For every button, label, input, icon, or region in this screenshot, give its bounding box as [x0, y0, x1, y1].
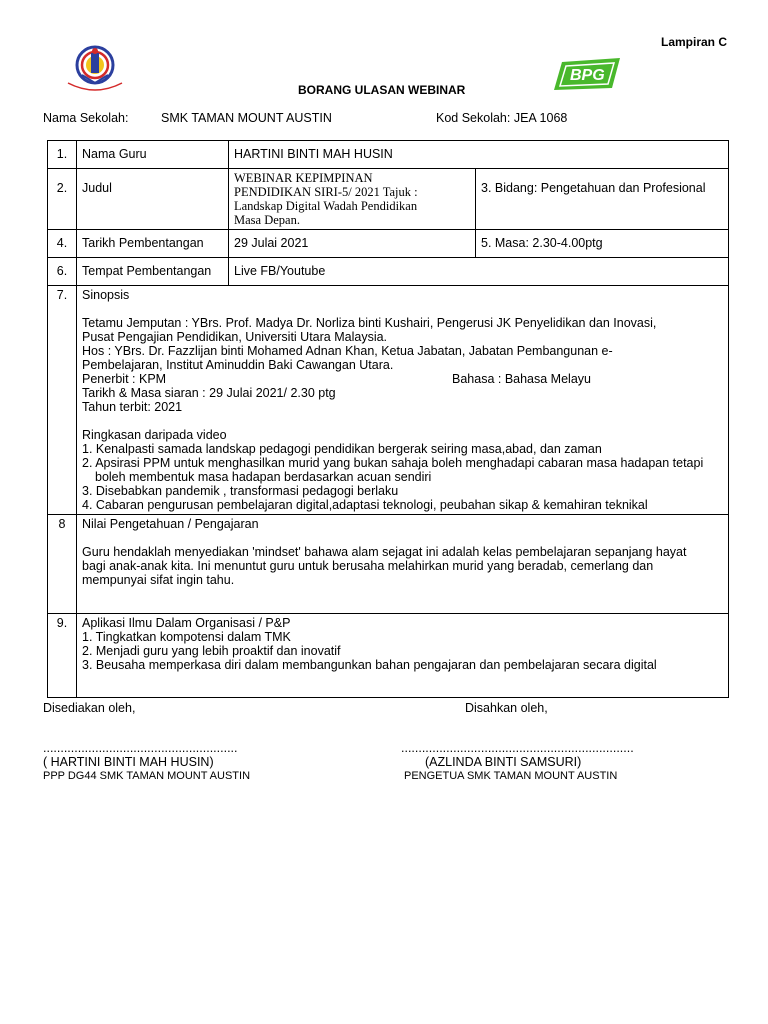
row-label: Judul: [77, 169, 229, 230]
bidang-value: 3. Bidang: Pengetahuan dan Profesional: [476, 169, 729, 230]
row-nilai: [48, 515, 729, 614]
row-number: 4.: [48, 230, 77, 258]
form-title: BORANG ULASAN WEBINAR: [298, 83, 466, 97]
disahkan-label: Disahkan oleh,: [465, 701, 548, 715]
sinopsis-cell: [77, 286, 729, 515]
school-code: [436, 111, 567, 125]
bahasa-text: Bahasa : Bahasa Melayu: [452, 372, 591, 386]
kpm-logo: [64, 45, 126, 93]
tetamu-line: Pusat Pengajian Pendidikan, Universiti Utara Malaysia.: [82, 330, 388, 344]
row-number: 6.: [48, 258, 77, 286]
penerbit-bahasa-line: [82, 372, 723, 386]
row-label: Tarikh Pembentangan: [77, 230, 229, 258]
school-code-value: JEA 1068: [513, 111, 568, 125]
tetamu-line: Tetamu Jemputan : YBrs. Prof. Madya Dr. Norliza binti Kushairi, Pengerusi JK Penyelidikan dan Inovasi,: [82, 316, 657, 330]
disediakan-label: Disediakan oleh,: [43, 701, 136, 715]
nilai-cell: [77, 515, 729, 614]
aplikasi-point: 2. Menjadi guru yang lebih proaktif dan inovatif: [82, 644, 341, 658]
row-number: 7.: [48, 286, 77, 515]
hos-line: Hos : YBrs. Dr. Fazzlijan binti Mohamed Adnan Khan, Ketua Jabatan, Jabatan Pembangunan e-: [82, 344, 613, 358]
signature-line-left: ........................................................: [43, 741, 238, 755]
signature-line-right: ...................................................................: [401, 741, 634, 755]
tempat-value: Live FB/Youtube: [229, 258, 729, 286]
signatory-name-left: ( HARTINI BINTI MAH HUSIN): [43, 755, 214, 769]
ringkasan-point: 1. Kenalpasti samada landskap pedagogi pendidikan bergerak seiring masa,abad, dan zaman: [82, 442, 602, 456]
aplikasi-cell: [77, 614, 729, 698]
row-judul: [48, 169, 729, 230]
nilai-label: Nilai Pengetahuan / Pengajaran: [82, 517, 259, 531]
nilai-line: Guru hendaklah menyediakan 'mindset' bahawa alam sejagat ini adalah kelas pembelajaran sepanjang hayat: [82, 545, 687, 559]
row-number: 2.: [48, 169, 77, 230]
review-form-table: [47, 140, 729, 698]
bpg-logo-text: BPG: [570, 67, 605, 84]
judul-line: Masa Depan.: [234, 213, 300, 227]
row-label: Nama Guru: [77, 141, 229, 169]
row-number: 9.: [48, 614, 77, 698]
aplikasi-point: 1. Tingkatkan kompotensi dalam TMK: [82, 630, 291, 644]
row-label: Tempat Pembentangan: [77, 258, 229, 286]
row-sinopsis: [48, 286, 729, 515]
tarikh-siaran-line: Tarikh & Masa siaran : 29 Julai 2021/ 2.30 ptg: [82, 386, 336, 400]
row-number: 1.: [48, 141, 77, 169]
tarikh-value: 29 Julai 2021: [229, 230, 476, 258]
sinopsis-label: Sinopsis: [82, 288, 130, 302]
judul-value: [229, 169, 476, 230]
row-tempat: [48, 258, 729, 286]
aplikasi-point: 3. Beusaha memperkasa diri dalam membangunkan bahan pengajaran dan pembelajaran secara digital: [82, 658, 657, 672]
ringkasan-point: 4. Cabaran pengurusan pembelajaran digital,adaptasi teknologi, peubahan sikap & kemahiran teknikal: [82, 498, 648, 512]
ringkasan-point: 2. Apsirasi PPM untuk menghasilkan murid yang bukan sahaja boleh menghadapi cabaran masa hadapan tetapi: [82, 456, 704, 470]
nilai-line: mempunyai sifat ingin tahu.: [82, 573, 235, 587]
row-nama-guru: [48, 141, 729, 169]
bpg-logo: [552, 58, 622, 92]
judul-line: Landskap Digital Wadah Pendidikan: [234, 199, 418, 213]
lampiran-label: Lampiran C: [661, 35, 728, 49]
school-code-label: Kod Sekolah:: [436, 111, 511, 125]
nilai-line: bagi anak-anak kita. Ini menuntut guru untuk berusaha melahirkan murid yang beradab, cemerlang dan: [82, 559, 654, 573]
hos-line: Pembelajaran, Institut Aminuddin Baki Cawangan Utara.: [82, 358, 394, 372]
nama-guru-value: HARTINI BINTI MAH HUSIN: [229, 141, 729, 169]
masa-value: 5. Masa: 2.30-4.00ptg: [476, 230, 729, 258]
aplikasi-label: Aplikasi Ilmu Dalam Organisasi / P&P: [82, 616, 291, 630]
signatory-name-right: (AZLINDA BINTI SAMSURI): [425, 755, 582, 769]
ringkasan-point-continued: boleh membentuk masa hadapan berdasarkan acuan sendiri: [95, 470, 432, 484]
penerbit-text: Penerbit : KPM: [82, 372, 167, 386]
school-name-value: SMK TAMAN MOUNT AUSTIN: [161, 111, 332, 125]
signatory-role-right: PENGETUA SMK TAMAN MOUNT AUSTIN: [404, 770, 618, 782]
row-number: 8: [48, 515, 77, 614]
signatory-role-left: PPP DG44 SMK TAMAN MOUNT AUSTIN: [43, 770, 251, 782]
ringkasan-point: 3. Disebabkan pandemik , transformasi pedagogi berlaku: [82, 484, 399, 498]
row-aplikasi: [48, 614, 729, 698]
school-name-label: Nama Sekolah:: [43, 111, 129, 125]
judul-line: PENDIDIKAN SIRI-5/ 2021 Tajuk :: [234, 185, 418, 199]
row-tarikh: [48, 230, 729, 258]
judul-line: WEBINAR KEPIMPINAN: [234, 171, 373, 185]
tahun-terbit-line: Tahun terbit: 2021: [82, 400, 183, 414]
ringkasan-label: Ringkasan daripada video: [82, 428, 227, 442]
